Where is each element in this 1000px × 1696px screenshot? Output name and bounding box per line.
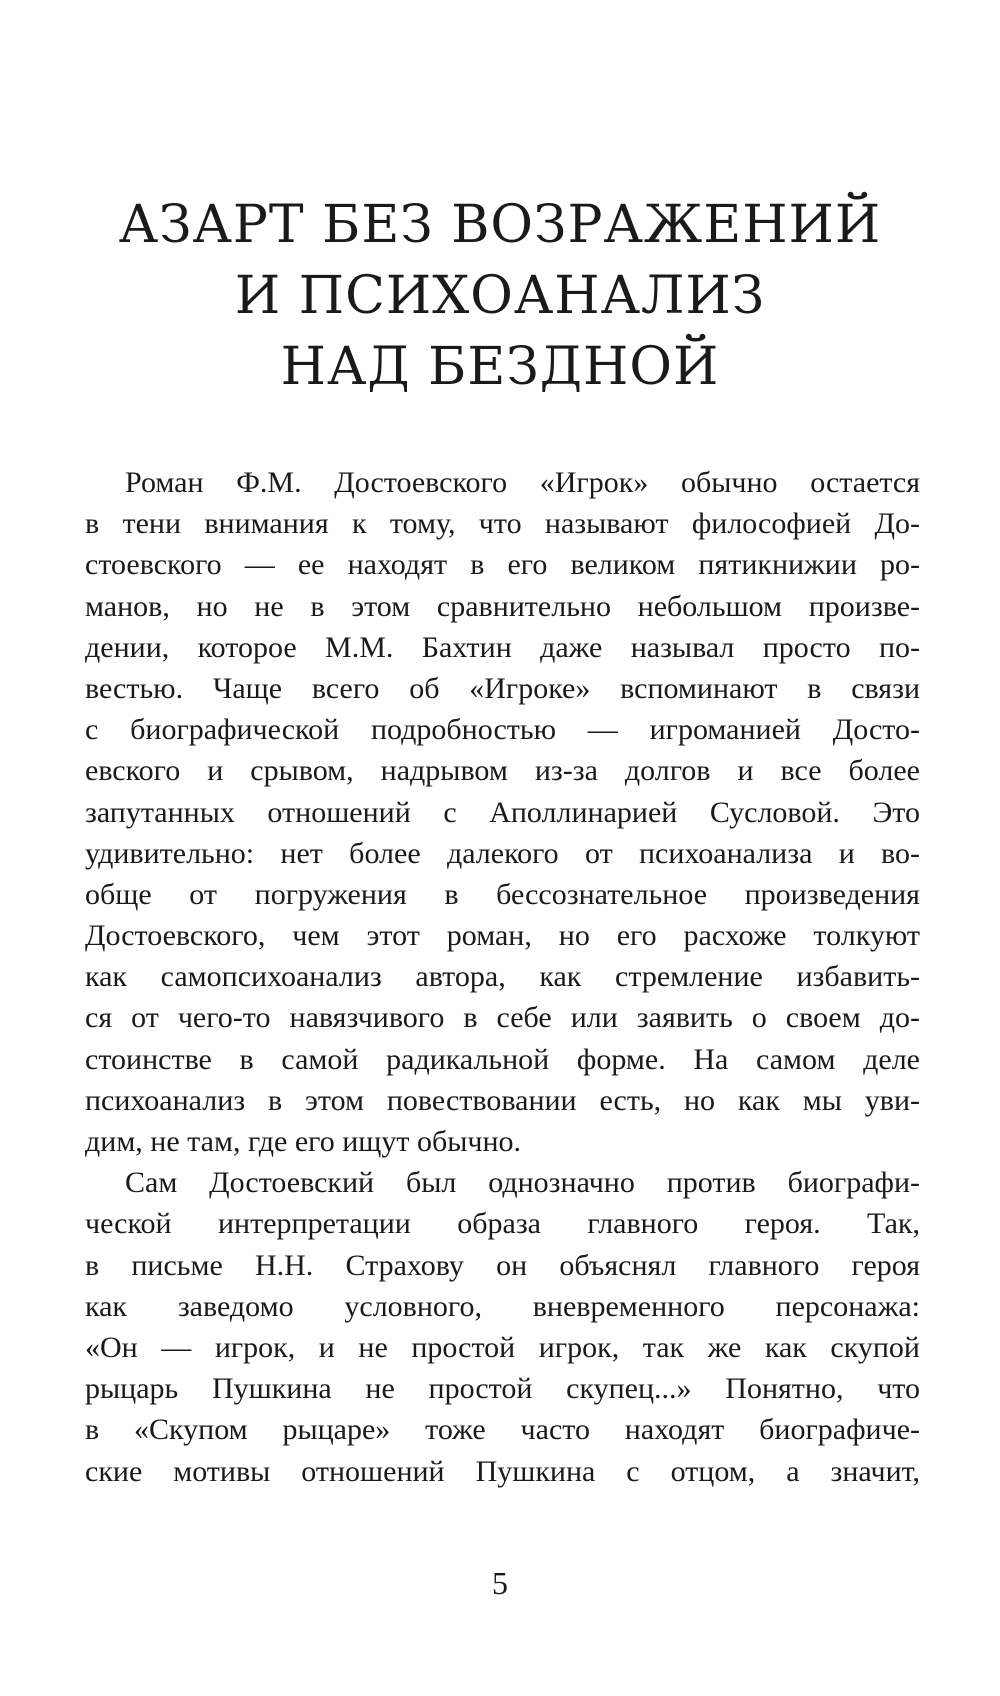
text-line: вестью. Чаще всего об «Игроке» вспоминают в связи	[85, 671, 920, 705]
text-line: с биографической подробностью — игроманией Досто-	[85, 713, 920, 747]
chapter-title-line: И ПСИХОАНАЛИЗ	[234, 266, 766, 326]
text-line: ские мотивы отношений Пушкина с отцом, а значит,	[85, 1454, 920, 1488]
body-text	[85, 462, 920, 1492]
text-line: ся от чего-то навязчивого в себе или заявить о своем до-	[85, 1001, 920, 1035]
text-line: в письме Н.Н. Страхову он объяснял главного героя	[85, 1248, 920, 1282]
text-line: манов, но не в этом сравнительно небольшом произве-	[85, 589, 920, 623]
text-line: в тени внимания к тому, что называют философией До-	[85, 507, 920, 541]
chapter-title	[0, 190, 1000, 403]
text-line: дим, не там, где его ищут обычно.	[85, 1125, 522, 1158]
text-line: ческой интерпретации образа главного героя. Так,	[85, 1207, 920, 1241]
chapter-title-line: НАД БЕЗДНОЙ	[280, 337, 720, 397]
text-line: «Он — игрок, и не простой игрок, так же как скупой	[85, 1330, 920, 1364]
text-line: как самопсихоанализ автора, как стремление избавить-	[85, 960, 920, 994]
text-line: Роман Ф.М. Достоевского «Игрок» обычно остается	[125, 466, 920, 499]
text-line: запутанных отношений с Аполлинарией Сусловой. Это	[85, 795, 920, 829]
text-line: евского и срывом, надрывом из-за долгов и все более	[85, 754, 920, 788]
text-line: рыцарь Пушкина не простой скупец...» Понятно, что	[85, 1372, 920, 1406]
text-line: психоанализ в этом повествовании есть, но как мы уви-	[85, 1083, 920, 1117]
text-line: стоинстве в самой радикальной форме. На самом деле	[85, 1042, 920, 1076]
chapter-title-line: АЗАРТ БЕЗ ВОЗРАЖЕНИЙ	[118, 195, 882, 255]
text-line: в «Скупом рыцаре» тоже часто находят биографиче-	[85, 1413, 920, 1447]
text-line: дении, которое М.М. Бахтин даже называл просто по-	[85, 630, 920, 664]
page-number: 5	[492, 1565, 508, 1601]
text-line: стоевского — ее находят в его великом пятикнижии ро-	[85, 548, 920, 582]
text-line: Сам Достоевский был однозначно против биографи-	[125, 1166, 920, 1200]
text-line: как заведомо условного, вневременного персонажа:	[85, 1289, 920, 1323]
text-line: Достоевского, чем этот роман, но его расхоже толкуют	[85, 919, 920, 953]
text-line: обще от погружения в бессознательное произведения	[85, 877, 920, 911]
text-line: удивительно: нет более далекого от психоанализа и во-	[85, 836, 920, 870]
